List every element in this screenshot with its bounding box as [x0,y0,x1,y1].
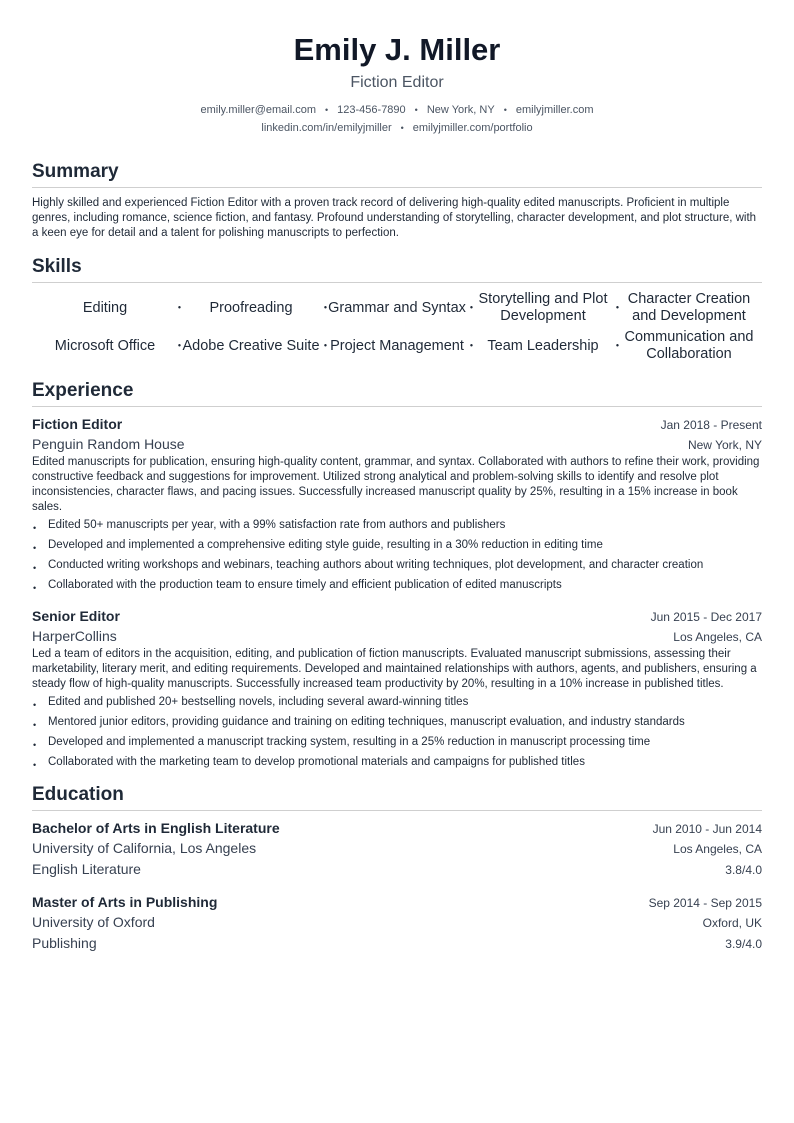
summary-heading: Summary [32,160,762,188]
contact-line-1 [32,101,762,119]
bullet-text: Mentored junior editors, providing guidance and training on editing techniques, manuscript evaluation, and industry standards [48,716,685,728]
skill-label: Microsoft Office [54,337,156,354]
job-description: Led a team of editors in the acquisition, editing, and publication of fiction manuscripts. Evaluated manuscript submissions, assessing their marketability, literary merit, and editing requirements. Developed and maintained relationships with authors, agents, and publishers, ensuring a steady flow of high-quality manuscripts. Successfully increased team productivity by 20%, resulting in a 10% increase in published titles. [32,648,757,690]
job-description: Edited manuscripts for publication, ensuring high-quality content, grammar, and syntax. Collaborated with authors to refine their work, providing constructive feedback and suggestions for improvement. Utilized strong analytical and problem-solving skills to identify and resolve plot inconsistencies, character flaws, and pacing issues. Successfully increased manuscript quality by 25%, resulting in a 15% increase in book sales. [32,456,760,513]
skill-label: Team Leadership [487,337,599,354]
separator-dot: • [323,302,327,313]
school-name: University of California, Los Angeles [32,840,257,856]
separator-dot: • [615,340,619,351]
linkedin-link[interactable]: linkedin.com/in/emilyjmiller [261,122,392,134]
candidate-title: Fiction Editor [350,74,444,91]
job-location: Los Angeles, CA [673,630,762,644]
bullet-text: Collaborated with the production team to ensure timely and efficient publication of edited manuscripts [48,579,562,591]
list-item [32,578,762,593]
skill-item [616,327,762,365]
skill-item [178,327,327,365]
skill-item [616,289,762,327]
school-row [32,838,762,859]
summary-section [32,160,762,241]
field-of-study: Publishing [32,935,97,951]
job-title: Fiction Editor [32,416,123,432]
job-company-row [32,626,762,647]
field-row [32,933,762,954]
job-title-row [32,606,762,626]
bullet-text: Edited and published 20+ bestselling novels, including several award-winning titles [48,696,469,708]
separator-dot: • [615,302,619,313]
location-text: New York, NY [426,104,495,116]
skill-label: Character Creation and Development [627,291,751,324]
separator-dot: • [177,340,181,351]
education-entry [32,892,762,954]
website-link[interactable]: emilyjmiller.com [515,104,594,116]
school-row [32,912,762,933]
job-dates: Jan 2018 - Present [660,418,762,432]
phone-number[interactable]: 123-456-7890 [337,104,406,116]
skill-item [324,327,473,365]
bullet-dot: • [33,523,37,533]
separator-dot: • [414,105,418,115]
list-item [32,735,762,750]
bullet-dot: • [33,563,37,573]
separator-dot: • [325,105,329,115]
school-location: Oxford, UK [702,916,762,930]
degree-title: Bachelor of Arts in English Literature [32,820,280,836]
skill-label: Grammar and Syntax [328,299,466,316]
job-bullets [32,695,762,770]
portfolio-link[interactable]: emilyjmiller.com/portfolio [412,122,533,134]
job-company-row [32,434,762,455]
skill-item [470,327,619,365]
summary-text: Highly skilled and experienced Fiction Editor with a proven track record of delivering high-quality edited manuscripts. Proficient in multiple genres, including romance, science fiction, and fantasy. Profound understanding of storytelling, character development, and plot structure, with a keen eye for detail and a talent for polishing manuscripts to perfection. [32,197,757,239]
bullet-text: Edited 50+ manuscripts per year, with a 99% satisfaction rate from authors and publishers [48,519,506,531]
skill-label: Adobe Creative Suite [182,337,320,354]
job-company: HarperCollins [32,628,117,644]
field-of-study: English Literature [32,861,141,877]
candidate-name: Emily J. Miller [293,32,501,67]
list-item [32,518,762,533]
gpa: 3.9/4.0 [725,937,762,951]
bullet-dot: • [33,720,37,730]
education-heading: Education [32,783,762,811]
job-bullets [32,518,762,593]
bullet-text: Developed and implemented a comprehensive editing style guide, resulting in a 30% reduction in editing time [48,539,603,551]
bullet-dot: • [33,760,37,770]
skill-item [324,289,473,327]
skills-heading: Skills [32,255,762,283]
list-item [32,715,762,730]
skill-item [178,289,327,327]
school-name: University of Oxford [32,914,155,930]
separator-dot: • [177,302,181,313]
skills-section [32,255,762,365]
resume-page [32,0,762,954]
skill-item [32,327,181,365]
bullet-dot: • [33,543,37,553]
separator-dot: • [503,105,507,115]
separator-dot: • [469,340,473,351]
bullet-text: Developed and implemented a manuscript tracking system, resulting in a 25% reduction in manuscript processing time [48,736,651,748]
bullet-text: Conducted writing workshops and webinars, teaching authors about writing techniques, plot development, and character creation [48,559,704,571]
degree-row [32,818,762,838]
job-entry [32,606,762,770]
job-title: Senior Editor [32,608,120,624]
skill-label: Project Management [330,337,464,354]
separator-dot: • [469,302,473,313]
degree-dates: Jun 2010 - Jun 2014 [652,822,762,836]
bullet-dot: • [33,583,37,593]
job-entry [32,414,762,593]
contact-line-2 [32,119,762,137]
degree-dates: Sep 2014 - Sep 2015 [648,896,762,910]
bullet-text: Collaborated with the marketing team to develop promotional materials and campaigns for published titles [48,756,585,768]
bullet-dot: • [33,740,37,750]
degree-row [32,892,762,912]
job-location: New York, NY [687,438,762,452]
list-item [32,558,762,573]
job-dates: Jun 2015 - Dec 2017 [650,610,762,624]
bullet-dot: • [33,700,37,710]
experience-heading: Experience [32,379,762,407]
skill-label: Proofreading [209,299,293,316]
separator-dot: • [323,340,327,351]
job-company: Penguin Random House [32,436,185,452]
skill-label: Editing [82,299,128,316]
list-item [32,538,762,553]
education-entry [32,818,762,880]
list-item [32,755,762,770]
experience-section [32,379,762,770]
gpa: 3.8/4.0 [725,863,762,877]
degree-title: Master of Arts in Publishing [32,894,218,910]
skill-label: Storytelling and Plot Development [478,291,608,324]
email-link[interactable]: emily.miller@email.com [200,104,316,116]
skills-grid [32,289,762,365]
skill-label: Communication and Collaboration [624,329,754,362]
education-section [32,783,762,954]
list-item [32,695,762,710]
skill-item [470,289,619,327]
school-location: Los Angeles, CA [673,842,762,856]
job-title-row [32,414,762,434]
skill-item [32,289,181,327]
field-row [32,859,762,880]
resume-header [32,32,762,137]
separator-dot: • [400,123,404,133]
